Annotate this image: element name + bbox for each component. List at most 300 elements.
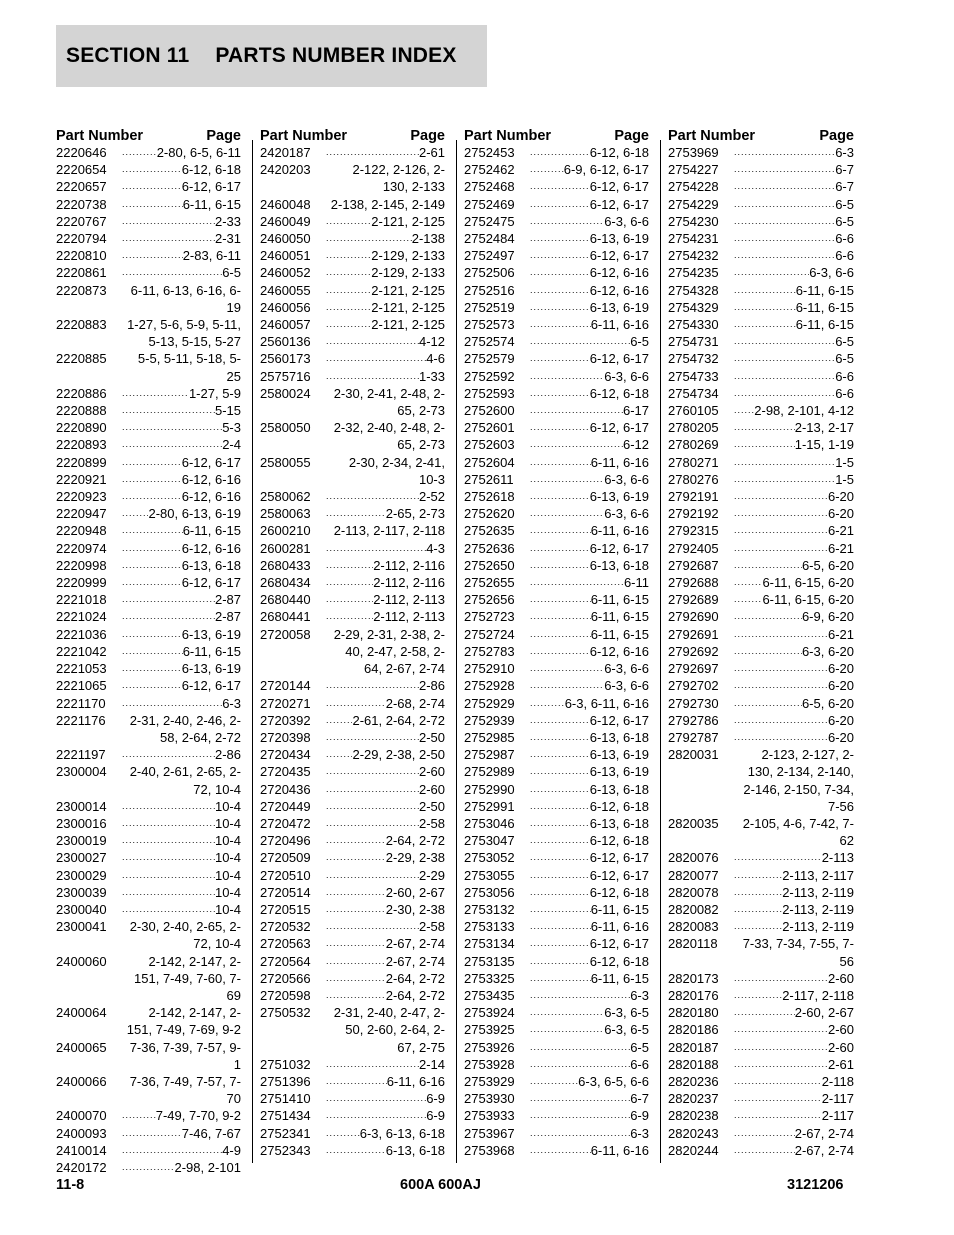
page-refs-wrap <box>734 213 854 230</box>
page-refs: 6-11, 6-15 <box>795 282 854 298</box>
leader-dots <box>530 196 590 213</box>
part-number: 2220998 <box>56 557 107 573</box>
leader-dots <box>122 385 189 402</box>
index-entry <box>668 1107 854 1124</box>
part-number: 2400065 <box>56 1039 107 1055</box>
index-entry <box>260 540 445 557</box>
leader-dots <box>122 488 182 505</box>
leader-dots <box>122 608 215 625</box>
page-refs: 6-9 <box>630 1108 649 1124</box>
part-number: 2753435 <box>464 987 515 1003</box>
page-refs-wrap <box>122 454 241 471</box>
part-number: 2720398 <box>260 729 311 745</box>
page-refs-wrap <box>122 643 241 660</box>
leader-dots <box>734 178 835 195</box>
part-number: 2752468 <box>464 179 515 195</box>
page-refs-wrap <box>122 471 241 488</box>
column-header <box>56 118 241 144</box>
leader-dots <box>530 402 623 419</box>
index-entry <box>56 264 241 281</box>
index-entry <box>56 540 241 557</box>
index-entry <box>668 368 854 385</box>
leader-dots <box>122 1159 175 1176</box>
page-refs-wrap <box>530 471 649 488</box>
leader-dots <box>734 282 796 299</box>
page-refs: 2-112, 2-116 <box>373 575 445 591</box>
index-entry <box>260 213 445 230</box>
part-number: 2400060 <box>56 953 107 969</box>
part-number: 2752723 <box>464 609 515 625</box>
page-refs: 6-13, 6-19 <box>589 489 649 505</box>
page-refs-wrap <box>530 436 649 453</box>
leader-dots <box>530 591 591 608</box>
index-entry <box>668 884 854 901</box>
page-refs-wrap <box>734 316 854 333</box>
page-refs: 2-52 <box>418 489 445 505</box>
index-entry <box>260 299 445 316</box>
index-entry <box>464 953 649 970</box>
page-refs-wrap <box>530 282 649 299</box>
page-refs-wrap <box>734 1021 854 1038</box>
index-entry <box>260 677 445 694</box>
page-refs: 6-5 <box>630 1039 649 1055</box>
part-number: 2221042 <box>56 643 107 659</box>
page-refs: 2-121, 2-125 <box>371 213 445 229</box>
page-refs-wrap <box>734 1090 854 1107</box>
page-refs: 6-3, 6-11, 6-16 <box>564 695 649 711</box>
index-entry <box>56 1107 241 1124</box>
page-refs: 6-3 <box>835 145 854 160</box>
page-refs-wrap <box>122 402 241 419</box>
section-header <box>56 25 487 87</box>
leader-dots <box>122 454 182 471</box>
page-refs: 2-129, 2-133 <box>371 248 445 264</box>
page-refs-wrap <box>734 1125 854 1142</box>
index-column-1 <box>56 118 241 1176</box>
page-refs: 1-33 <box>418 368 445 384</box>
leader-dots <box>122 677 182 694</box>
part-number: 2220886 <box>56 385 107 401</box>
index-entry <box>668 574 854 591</box>
part-number: 2680434 <box>260 575 311 591</box>
index-entry <box>668 815 854 849</box>
index-entry <box>56 608 241 625</box>
page-refs-wrap <box>530 540 649 557</box>
leader-dots <box>326 987 386 1004</box>
page-refs-wrap <box>734 1004 854 1021</box>
page-refs-wrap <box>122 884 241 901</box>
index-entry <box>260 953 445 970</box>
page-refs-wrap <box>326 970 445 987</box>
part-number: 2720436 <box>260 781 311 797</box>
index-entry <box>56 832 241 849</box>
page-refs-wrap <box>326 522 445 539</box>
leader-dots <box>122 230 215 247</box>
leader-dots <box>734 729 828 746</box>
leader-dots <box>530 1125 630 1142</box>
leader-dots <box>530 419 590 436</box>
part-number: 2752600 <box>464 403 515 419</box>
page-refs: 2-14 <box>418 1056 445 1072</box>
leader-dots <box>122 695 222 712</box>
part-number: 2753047 <box>464 833 515 849</box>
index-entry <box>56 196 241 213</box>
page-refs: 6-5 <box>835 196 854 212</box>
page-refs: 2-121, 2-125 <box>371 317 445 333</box>
part-number: 2792405 <box>668 540 719 556</box>
page-refs-wrap <box>530 608 649 625</box>
leader-dots <box>122 1125 182 1142</box>
page-refs: 6-12, 6-18 <box>589 145 649 160</box>
index-entry <box>56 419 241 436</box>
section-number: 11 <box>166 44 190 67</box>
leader-dots <box>734 419 795 436</box>
index-entry <box>668 557 854 574</box>
index-entry <box>56 557 241 574</box>
part-number: 2460056 <box>260 299 311 315</box>
index-entry <box>260 1090 445 1107</box>
part-number: 2792690 <box>668 609 719 625</box>
leader-dots <box>530 1090 630 1107</box>
part-number: 2720514 <box>260 884 311 900</box>
index-entry <box>56 178 241 195</box>
page-refs-wrap <box>734 729 854 746</box>
part-number: 2752604 <box>464 454 515 470</box>
leader-dots <box>734 196 835 213</box>
page-refs: 6-12, 6-16 <box>589 282 649 298</box>
page-refs-wrap <box>326 763 445 780</box>
page-refs-wrap <box>326 591 445 608</box>
index-entry <box>464 161 649 178</box>
page-refs: 2-30, 2-41, 2-48, 2-65, 2-73 <box>333 385 445 419</box>
part-number: 2752506 <box>464 265 515 281</box>
page-refs-wrap <box>530 1142 649 1159</box>
part-number: 2760105 <box>668 403 719 419</box>
part-number: 2720598 <box>260 987 311 1003</box>
part-number: 2752656 <box>464 592 515 608</box>
part-number: 2753967 <box>464 1125 515 1141</box>
page-refs-wrap <box>530 660 649 677</box>
page-refs-wrap <box>734 626 854 643</box>
page-refs-wrap <box>734 935 854 969</box>
index-entry <box>56 1159 241 1176</box>
page-refs: 6-12 <box>622 437 649 453</box>
page-refs-wrap <box>122 1039 241 1073</box>
leader-dots <box>326 350 426 367</box>
leader-dots <box>530 987 630 1004</box>
page-heading: Page <box>819 128 854 144</box>
part-number: 2221024 <box>56 609 107 625</box>
part-number: 2600210 <box>260 523 311 539</box>
part-number: 2820238 <box>668 1108 719 1124</box>
leader-dots <box>734 540 828 557</box>
leader-dots <box>734 350 835 367</box>
page-refs-wrap <box>734 350 854 367</box>
page-refs: 6-11, 6-16 <box>590 454 649 470</box>
part-number: 2752636 <box>464 540 515 556</box>
part-number: 2792697 <box>668 661 719 677</box>
page-refs-wrap <box>326 505 445 522</box>
leader-dots <box>530 144 590 161</box>
leader-dots <box>530 282 590 299</box>
page-refs-wrap <box>530 264 649 281</box>
leader-dots <box>734 626 828 643</box>
page-refs: 2-86 <box>214 747 241 763</box>
leader-dots <box>326 729 419 746</box>
page-refs-wrap <box>734 505 854 522</box>
part-number-heading: Part Number <box>260 128 348 144</box>
page-refs-wrap <box>734 333 854 350</box>
page-refs-wrap <box>530 729 649 746</box>
part-number: 2753968 <box>464 1142 515 1158</box>
index-entry <box>668 729 854 746</box>
index-entry <box>56 1039 241 1073</box>
page-refs-wrap <box>734 901 854 918</box>
index-entry <box>668 1004 854 1021</box>
leader-dots <box>122 540 182 557</box>
part-number: 2820180 <box>668 1005 719 1021</box>
footer-page-number: 11-8 <box>56 1177 85 1193</box>
page-refs-wrap <box>122 712 241 746</box>
page-refs: 2-98, 2-101, 4-12 <box>754 403 854 419</box>
leader-dots <box>530 178 590 195</box>
page-refs-wrap <box>122 1159 241 1176</box>
page-refs: 6-12, 6-16 <box>181 489 241 505</box>
page-refs: 2-122, 2-126, 2-130, 2-133 <box>352 162 445 195</box>
page-refs-wrap <box>530 213 649 230</box>
leader-dots <box>734 230 835 247</box>
index-entry <box>56 798 241 815</box>
leader-dots <box>122 867 215 884</box>
page-refs: 6-12, 6-18 <box>181 162 241 178</box>
part-number: 2752574 <box>464 334 515 350</box>
page-refs-wrap <box>122 660 241 677</box>
page-refs-wrap <box>734 540 854 557</box>
part-number: 2753325 <box>464 970 515 986</box>
part-number: 2300039 <box>56 884 107 900</box>
index-entry <box>56 230 241 247</box>
index-entry <box>668 213 854 230</box>
page-refs-wrap <box>530 161 649 178</box>
leader-dots <box>326 299 371 316</box>
leader-dots <box>326 144 419 161</box>
page-refs-wrap <box>122 953 241 1005</box>
index-entry <box>464 712 649 729</box>
page-refs-wrap <box>326 333 445 350</box>
index-entry <box>464 1004 649 1021</box>
index-entry <box>668 626 854 643</box>
index-entry <box>668 385 854 402</box>
leader-dots <box>530 213 604 230</box>
leader-dots <box>326 781 419 798</box>
index-entry <box>260 626 445 678</box>
index-entry <box>260 316 445 333</box>
part-number: 2400064 <box>56 1005 107 1021</box>
part-number: 2220899 <box>56 454 107 470</box>
index-entry <box>464 522 649 539</box>
page-refs-wrap <box>326 230 445 247</box>
page-refs-wrap <box>530 574 649 591</box>
leader-dots <box>734 1021 828 1038</box>
page-refs: 2-31, 2-40, 2-47, 2-50, 2-60, 2-64, 2-67, 2-75 <box>333 1005 445 1055</box>
page-refs-wrap <box>734 178 854 195</box>
part-number: 2460055 <box>260 282 311 298</box>
index-entry <box>260 282 445 299</box>
page-refs: 6-13, 6-19 <box>589 299 649 315</box>
leader-dots <box>530 608 591 625</box>
page-refs: 6-13, 6-19 <box>589 764 649 780</box>
part-number: 2221197 <box>56 747 106 763</box>
page-refs-wrap <box>530 867 649 884</box>
page-refs: 5-5, 5-11, 5-18, 5-25 <box>137 351 241 384</box>
leader-dots <box>734 884 782 901</box>
page-refs-wrap <box>734 695 854 712</box>
part-number: 2820082 <box>668 901 719 917</box>
page-refs: 6-11, 6-15, 6-20 <box>762 575 854 591</box>
part-number: 2420203 <box>260 162 311 178</box>
column-divider <box>660 140 661 1163</box>
part-number: 2460048 <box>260 196 311 212</box>
part-number: 2220861 <box>56 265 107 281</box>
leader-dots <box>530 574 624 591</box>
part-number: 2752929 <box>464 695 515 711</box>
page-refs-wrap <box>530 522 649 539</box>
page-refs-wrap <box>734 608 854 625</box>
part-number: 2575716 <box>260 368 311 384</box>
index-entry <box>260 970 445 987</box>
page-refs: 6-3, 6-6 <box>604 506 649 522</box>
page-refs: 2-117, 2-118 <box>782 987 854 1003</box>
page-refs: 6-12, 6-18 <box>589 884 649 900</box>
index-entry <box>668 230 854 247</box>
page-refs-wrap <box>734 660 854 677</box>
leader-dots <box>734 987 782 1004</box>
index-entry <box>668 867 854 884</box>
page-refs: 6-5, 6-20 <box>801 557 854 573</box>
part-number: 2752462 <box>464 162 515 178</box>
part-number: 2752783 <box>464 643 515 659</box>
index-entry <box>464 247 649 264</box>
page-refs-wrap <box>734 884 854 901</box>
part-number: 2720434 <box>260 747 311 763</box>
part-number: 2220810 <box>56 248 107 264</box>
footer-model: 600A 600AJ <box>400 1177 481 1193</box>
page-refs-wrap <box>122 1125 241 1142</box>
page-refs-wrap <box>326 832 445 849</box>
page-refs-wrap <box>326 557 445 574</box>
index-entry <box>464 299 649 316</box>
leader-dots <box>326 488 419 505</box>
page-refs-wrap <box>530 712 649 729</box>
index-entry <box>464 746 649 763</box>
index-column-3 <box>464 118 649 1159</box>
part-number: 2754330 <box>668 317 719 333</box>
index-entry <box>464 591 649 608</box>
page-refs: 6-13, 6-18 <box>589 557 649 573</box>
leader-dots <box>122 247 183 264</box>
page-refs: 2-13, 2-17 <box>794 420 854 436</box>
index-entry <box>668 144 854 161</box>
part-number: 2300027 <box>56 850 107 866</box>
leader-dots <box>326 832 386 849</box>
page-refs: 6-11, 6-16 <box>590 523 649 539</box>
leader-dots <box>326 935 386 952</box>
part-number: 2752469 <box>464 196 515 212</box>
part-number: 2753933 <box>464 1108 515 1124</box>
part-number: 2720564 <box>260 953 311 969</box>
page-refs-wrap <box>734 677 854 694</box>
part-number: 2820237 <box>668 1091 719 1107</box>
part-number: 2720496 <box>260 833 311 849</box>
part-number: 2752928 <box>464 678 515 694</box>
leader-dots <box>530 454 591 471</box>
page-refs: 6-11, 6-15 <box>590 592 649 608</box>
part-number: 2752475 <box>464 213 515 229</box>
page-refs: 6-3, 6-5, 6-6 <box>578 1073 649 1089</box>
page-refs: 6-20 <box>827 729 854 745</box>
index-entry <box>668 402 854 419</box>
leader-dots <box>734 471 835 488</box>
page-refs: 10-4 <box>214 867 241 883</box>
index-entry <box>464 213 649 230</box>
index-entry <box>260 832 445 849</box>
part-number: 2754230 <box>668 213 719 229</box>
page-refs: 5-3 <box>222 420 241 436</box>
page-refs: 6-7 <box>835 162 854 178</box>
index-entry <box>668 1090 854 1107</box>
page-refs: 2-30, 2-40, 2-65, 2-72, 10-4 <box>129 919 241 952</box>
page-refs: 6-9 <box>426 1091 445 1107</box>
part-number: 2220974 <box>56 540 107 556</box>
page-refs: 6-12, 6-16 <box>181 471 241 487</box>
page-refs-wrap <box>326 884 445 901</box>
page-refs-wrap <box>326 213 445 230</box>
page-refs: 6-20 <box>827 661 854 677</box>
page-refs: 2-61 <box>827 1056 854 1072</box>
index-entry <box>260 918 445 935</box>
page-refs: 2-113, 2-119 <box>782 884 854 900</box>
page-refs-wrap <box>326 144 445 161</box>
page-refs-wrap <box>122 815 241 832</box>
part-number: 2221036 <box>56 626 107 642</box>
part-number: 2820236 <box>668 1073 719 1089</box>
index-entry <box>464 454 649 471</box>
leader-dots <box>122 1142 222 1159</box>
page-refs: 6-11, 6-13, 6-16, 6-19 <box>130 282 241 315</box>
part-number: 2792688 <box>668 575 719 591</box>
page-refs: 2-121, 2-125 <box>371 299 445 315</box>
index-entry <box>464 350 649 367</box>
index-entry <box>260 333 445 350</box>
page-refs: 6-21 <box>827 523 854 539</box>
part-number: 2752573 <box>464 317 515 333</box>
index-entry <box>56 488 241 505</box>
page-refs: 6-13, 6-18 <box>589 781 649 797</box>
leader-dots <box>734 660 828 677</box>
page-refs: 6-12, 6-16 <box>589 265 649 281</box>
page-refs-wrap <box>734 867 854 884</box>
index-entry <box>260 884 445 901</box>
part-number: 2420172 <box>56 1159 107 1175</box>
index-entry <box>464 918 649 935</box>
index-entry <box>668 1056 854 1073</box>
leader-dots <box>530 729 590 746</box>
page-heading: Page <box>206 128 241 144</box>
index-entry <box>464 1056 649 1073</box>
index-entry <box>56 746 241 763</box>
page-refs-wrap <box>122 540 241 557</box>
page-refs: 7-36, 7-49, 7-57, 7-70 <box>129 1073 241 1107</box>
